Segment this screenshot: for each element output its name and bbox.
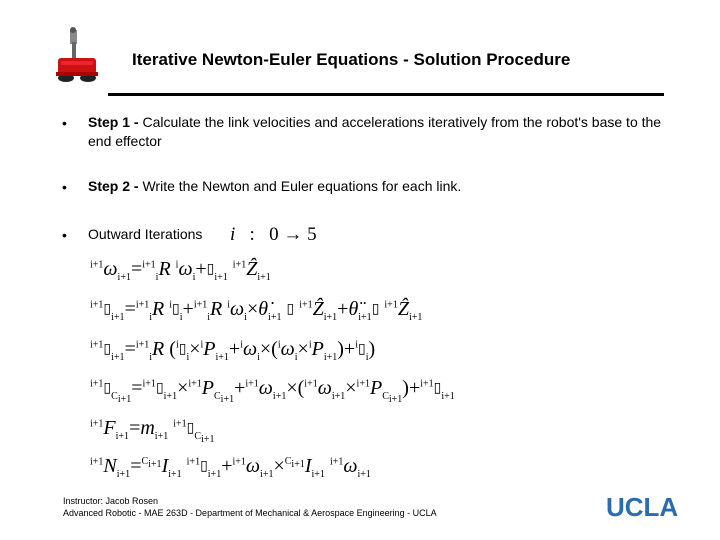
outward-iterations-label: Outward Iterations — [88, 226, 203, 242]
ucla-logo: UCLA — [606, 492, 679, 522]
step-1-label: Step 1 - — [88, 114, 139, 130]
footer-instructor: Instructor: Jacob Rosen — [63, 496, 159, 506]
step-2-label: Step 2 - — [88, 178, 139, 194]
footer-course: Advanced Robotic - MAE 263D - Department of Mechanical & Aerospace Engineering - UCLA — [63, 508, 437, 518]
bullet-marker: • — [62, 115, 67, 131]
bullet-step-2 — [88, 177, 678, 196]
equation-angular-acceleration: $^{i+1}▯_{i+1}=^{i+1}_iR$ $^i▯_i+^{i+1}_iR$ $^i\omega_i\times\thetȧ_{i+1}$ ▯ $^{i+1}Ẑ_{i+1}+\thetä_{i+1}▯$ $^{i+1}$Ẑ$_{i+1}$ — [90, 298, 423, 323]
step-2-text: Write the Newton and Euler equations for each link. — [138, 178, 462, 194]
equation-euler-moment: $^{i+1}N_{i+1}=^{C_{i+1}}I_{i+1}$ $^{i+1}▯_{i+1}+^{i+1}\omega_{i+1}\times^{C_{i+1}}I_{i+1}$ $^{i+1}\omega_{i+1}$ — [90, 455, 371, 480]
bullet-step-1 — [88, 113, 678, 151]
equation-com-acceleration: $^{i+1}▯_{C_{i+1}}=^{i+1}▯_{i+1}\times^{i+1}P_{C_{i+1}}+^{i+1}\omega_{i+1}\times(^{i+1}\omega_{i+1}\times^{i+1}P_{C_{i+1}})+^{i+1}▯_{i+1}$ — [90, 377, 455, 405]
title-divider — [108, 93, 664, 96]
range-arrow: → — [283, 224, 303, 245]
range-separator: : — [249, 224, 255, 245]
range-variable: i — [230, 224, 236, 245]
range-end: 5 — [307, 224, 317, 245]
robot-logo — [52, 26, 104, 86]
bullet-marker: • — [62, 227, 67, 243]
bullet-outward-iterations — [88, 225, 228, 244]
equation-newton-force: $^{i+1}F_{i+1}=m_{i+1}$ $^{i+1}▯_{C_{i+1}}$ — [90, 417, 215, 445]
footer — [63, 495, 523, 519]
bullet-marker: • — [62, 179, 67, 195]
equation-linear-acceleration: $^{i+1}▯_{i+1}=^{i+1}_iR$ $(^i▯_i\times^iP_{i+1}+^i\omega_i\times(^i\omega_i\times^iP_{i+1})+^i▯_i)$ — [90, 338, 376, 363]
range-start: 0 — [269, 224, 279, 245]
equation-angular-velocity: $^{i+1}\omega_{i+1}=^{i+1}_iR$ $^i\omega_i+▯_{i+1}$ $^{i+1}$Ẑ$_{i+1}$ — [90, 258, 271, 283]
slide-title: Iterative Newton-Euler Equations - Solution Procedure — [132, 50, 571, 69]
iteration-range — [230, 224, 317, 246]
step-1-text: Calculate the link velocities and accelerations iteratively from the robot's base to the end effector — [88, 114, 662, 149]
